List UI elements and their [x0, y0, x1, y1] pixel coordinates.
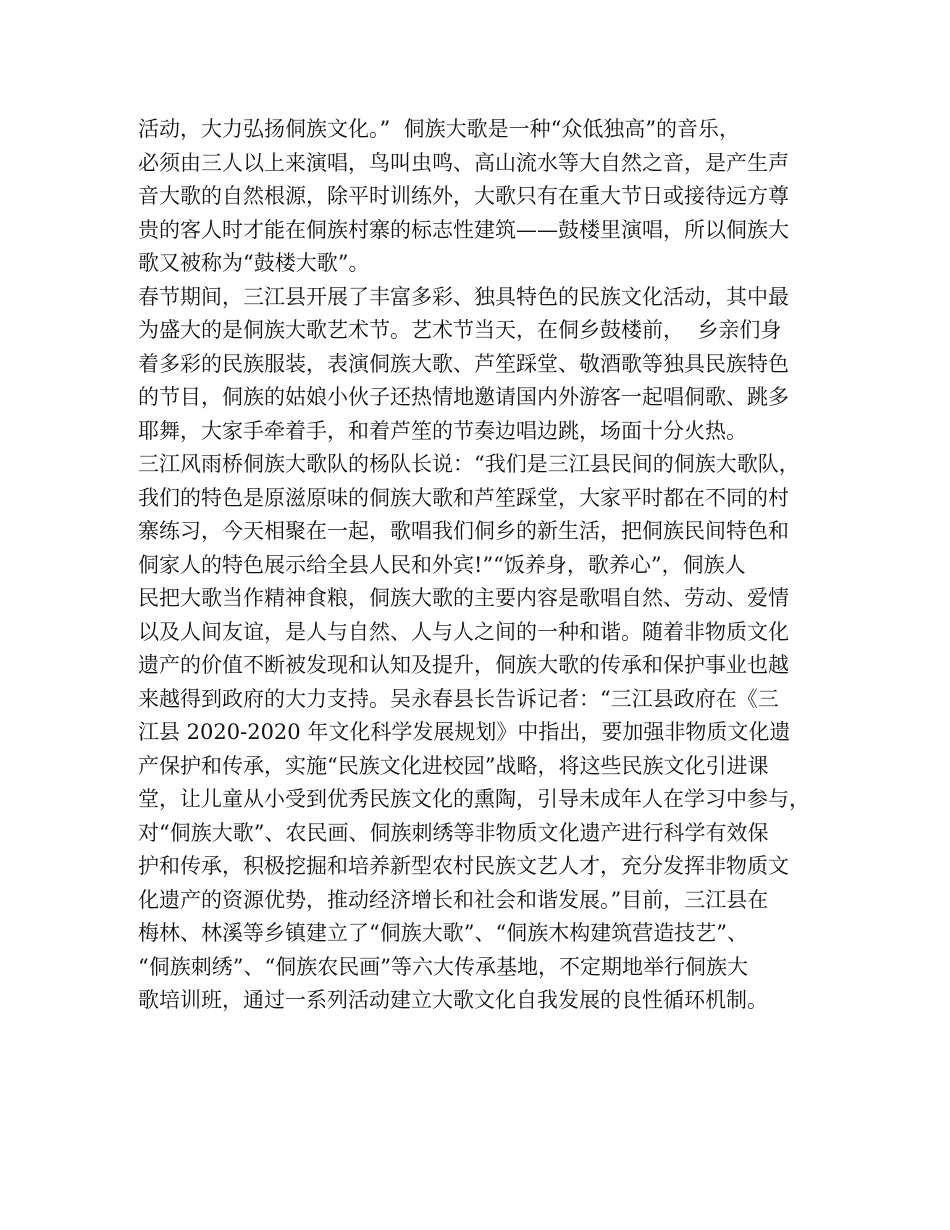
text-line: 江县 2020-2020 年文化科学发展规划》中指出，要加强非物质文化遗 — [138, 720, 791, 744]
text-line: 化遗产的资源优势，推动经济增长和社会和谐发展。”目前，三江县在 — [138, 887, 769, 912]
text-line: 的节目，侗族的姑娘小伙子还热情地邀请国内外游客一起唱侗歌、跳多 — [138, 385, 789, 409]
text-line: 为盛大的是侗族大歌艺术节。艺术节当天，在侗乡鼓楼前， 乡亲们身 — [138, 318, 782, 342]
text-line: 寨练习，今天相聚在一起，歌唱我们侗乡的新生活，把侗族民间特色和 — [138, 519, 789, 543]
article-body — [138, 113, 828, 1018]
text-line: 对“侗族大歌”、农民画、侗族刺绣等非物质文化遗产进行科学有效保 — [138, 820, 769, 845]
text-line: 以及人间友谊，是人与自然、人与人之间的一种和谐。随着非物质文化 — [138, 619, 789, 644]
text-line: 贵的客人时才能在侗族村寨的标志性建筑——鼓楼里演唱，所以侗族大 — [138, 217, 789, 242]
text-line: 歌又被称为“鼓楼大歌”。 — [138, 251, 370, 275]
text-line: 梅林、林溪等乡镇建立了“侗族大歌”、“侗族木构建筑营造技艺”、 — [138, 921, 748, 945]
text-line: 着多彩的民族服装，表演侗族大歌、芦笙踩堂、敬酒歌等独具民族特色 — [138, 351, 789, 376]
text-line: 活动，大力弘扬侗族文化。” 侗族大歌是一种“众低独高”的音乐， — [138, 117, 741, 141]
text-line: 音大歌的自然根源，除平时训练外，大歌只有在重大节日或接待远方尊 — [138, 184, 789, 208]
text-line: “侗族刺绣”、“侗族农民画”等六大传承基地，不定期地举行侗族大 — [138, 954, 748, 979]
text-line: 耶舞，大家手牵着手，和着芦笙的节奏边唱边跳，场面十分火热。 — [138, 418, 747, 443]
text-line: 来越得到政府的大力支持。吴永春县长告诉记者：“三江县政府在《三 — [138, 686, 779, 711]
text-line: 民把大歌当作精神食粮，侗族大歌的主要内容是歌唱自然、劳动、爱情 — [138, 586, 789, 610]
text-line: 侗家人的特色展示给全县人民和外宾!”“饭养身，歌养心”，侗族人 — [138, 552, 746, 577]
text-line: 我们的特色是原滋原味的侗族大歌和芦笙踩堂，大家平时都在不同的村 — [138, 485, 789, 510]
text-line: 堂，让儿童从小受到优秀民族文化的熏陶，引导未成年人在学习中参与， — [138, 787, 810, 811]
text-line: 产保护和传承，实施“民族文化进校园”战略，将这些民族文化引进课 — [138, 753, 769, 778]
text-line: 护和传承，积极挖掘和培养新型农村民族文艺人才，充分发挥非物质文 — [138, 854, 789, 878]
text-line: 遗产的价值不断被发现和认知及提升，侗族大歌的传承和保护事业也越 — [138, 653, 789, 677]
text-line: 必须由三人以上来演唱，鸟叫虫鸣、高山流水等大自然之音，是产生声 — [138, 150, 789, 175]
text-line: 春节期间，三江县开展了丰富多彩、独具特色的民族文化活动，其中最 — [138, 284, 789, 309]
text-line: 歌培训班，通过一系列活动建立大歌文化自我发展的良性循环机制。 — [138, 988, 768, 1012]
text-line: 三江风雨桥侗族大歌队的杨队长说：“我们是三江县民间的侗族大歌队， — [138, 452, 800, 476]
